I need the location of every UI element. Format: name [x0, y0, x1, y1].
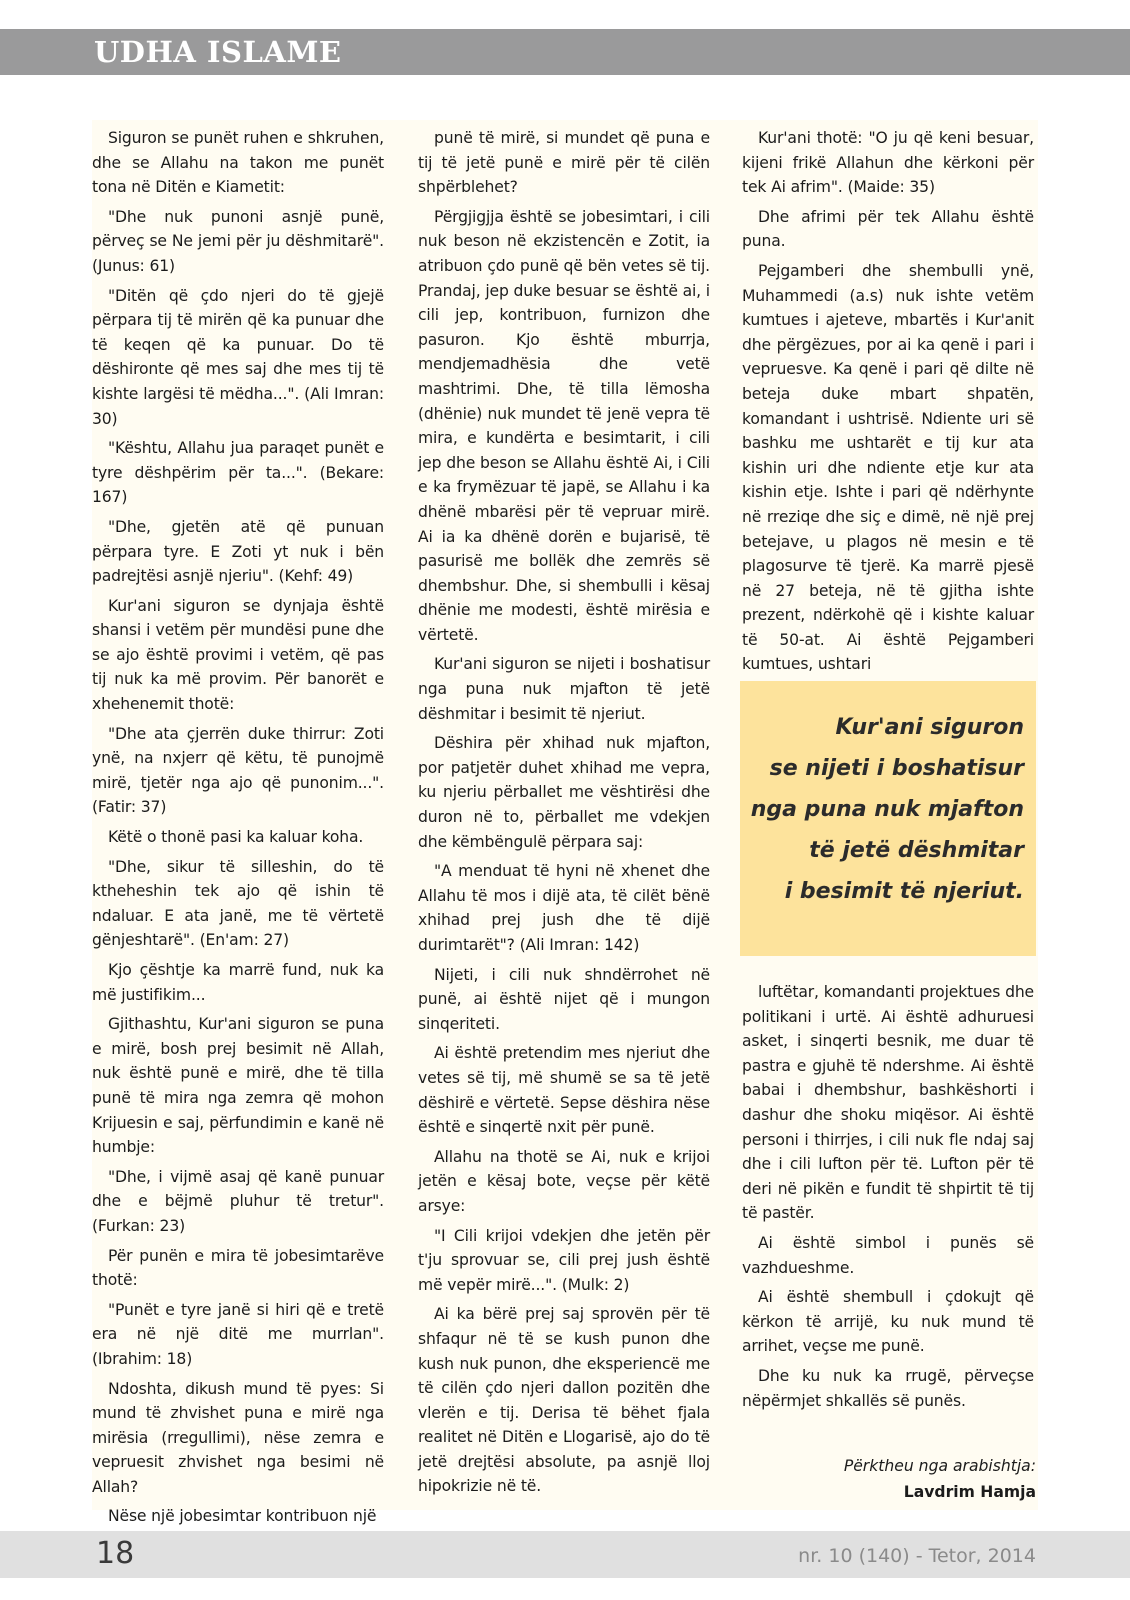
paragraph: Kur'ani siguron se nijeti i boshatisur nga puna nuk mjafton të jetë dëshmitar i besimit të njeriut.	[418, 655, 710, 723]
paragraph: Ai është shembull i çdokujt që kërkon të arrijë, ku nuk mund të arrihet, veçse me punë.	[742, 1288, 1034, 1356]
paragraph: "Punët e tyre janë si hiri që e tretë era në një ditë me murrlan". (Ibrahim: 18)	[92, 1300, 384, 1368]
paragraph: Dhe afrimi për tek Allahu është puna.	[742, 207, 1034, 251]
footer-bar	[0, 1531, 1130, 1578]
paragraph: Kjo çështje ka marrë fund, nuk ka më justifikim...	[92, 961, 384, 1004]
header-bar	[0, 29, 1130, 75]
issue-info: nr. 10 (140) - Tetor, 2014	[798, 1545, 1036, 1567]
paragraph: Ai ka bërë prej saj sprovën për të shfaqur në të se kush punon dhe kush nuk punon, dhe eksperiencë me të cilën çdo njeri dallon pozitën dhe vlerën e tij. Derisa të bëhet fjala realitet në Ditën e Llogarisë, ajo do të jetë drejtësi absolute, pa asnjë lloj hipokrizie në të.	[418, 1305, 710, 1496]
author-name: Lavdrim Hamja	[903, 1483, 1036, 1501]
translator-label: Përktheu nga arabishtja:	[843, 1457, 1036, 1475]
pull-quote-box	[740, 681, 1036, 956]
article-column-2	[418, 126, 710, 1504]
paragraph: "Kështu, Allahu jua paraqet punët e tyre dëshpërim për ta...". (Bekare: 167)	[92, 439, 384, 507]
article-column-3-bottom	[742, 980, 1034, 1418]
article-column-1	[92, 126, 384, 1534]
article-column-3-top	[742, 126, 1034, 682]
paragraph: Ai është simbol i punës së vazhdueshme.	[742, 1233, 1034, 1277]
paragraph: Gjithashtu, Kur'ani siguron se puna e mirë, bosh prej besimit në Allah, nuk është punë e mirë, dhe të tilla punë të mira nga zemra që mohon Krijuesin e saj, përfundimin e kanë në humbje:	[92, 1015, 384, 1157]
paragraph: Pejgamberi dhe shembulli ynë, Muhammedi (a.s) nuk ishte vetëm kumtues i ajeteve, mbartës i Kur'anit dhe përgëzues, por ai ka qenë i pari i vepruesve. Ka qenë i pari që dilte në beteja duke mbart shpatën, komandant i ushtrisë. Ndiente uri së bashku me ushtarët e tij kur ata kishin uri dhe ndiente etje kur ata kishin etje. Ishte i pari që ndërhynte në rreziqe dhe siç e dimë, në një prej betejave, u plagos në mesin e të plagosurve të tjerë. Ka marrë pjesë në 27 beteja, në të gjitha ishte prezent, ndërkohë që i kishte kaluar të 50-at. Ai është Pejgamberi kumtues, ushtari	[742, 261, 1034, 674]
paragraph: "I Cili krijoi vdekjen dhe jetën për t'ju sprovuar se, cili prej jush është më vepër mirë...". (Mulk: 2)	[418, 1226, 710, 1294]
paragraph: Kur'ani siguron se dynjaja është shansi i vetëm për mundësi pune dhe se ajo është provimi i vetëm, që pas tij nuk ka më provim. Për banorët e xhehenemit thotë:	[92, 596, 384, 714]
paragraph: Përgjigjja është se jobesimtari, i cili nuk beson në ekzistencën e Zotit, ia atribuon çdo punë që bën vetes së tij. Prandaj, jep duke besuar se është ai, i cili jep, kontribuon, furnizon dhe pasuron. Kjo është mburrja, mendjemadhësia dhe vetë mashtrimi. Dhe, të tilla lëmosha (dhënie) nuk mundet të jenë vepra të mira, e kundërta e besimtarit, i cili jep dhe beson se Allahu është Ai, i Cili e ka frymëzuar të japë, se Allahu i ka dhënë mbarësi për të vepruar mirë. Ai ia ka dhënë dorën e bujarisë, të pasurisë me bollëk dhe zemrës së dhembshur. Dhe, si shembulli i kësaj dhënie me modesti, është mirësia e vërtetë.	[418, 207, 710, 644]
paragraph: Allahu na thotë se Ai, nuk e krijoi jetën e kësaj bote, veçse për këtë arsye:	[418, 1147, 710, 1215]
paragraph: "Dhe, gjetën atë që punuan përpara tyre. E Zoti yt nuk i bën padrejtësi asnjë njeriu". (Kehf: 49)	[92, 517, 384, 586]
paragraph: Dëshira për xhihad nuk mjafton, por patjetër duhet xhihad me vepra, ku njeriu përballet me vështirësi dhe duron në to, përballet me vdekjen dhe këmbëngulë përpara saj:	[418, 734, 710, 851]
paragraph: Dhe ku nuk ka rrugë, përveçse nëpërmjet shkallës së punës.	[742, 1366, 1034, 1410]
paragraph: "Dhe ata çjerrën duke thirrur: Zoti ynë, na nxjerr që këtu, të punojmë mirë, tjetër nga ajo që punonim...". (Fatir: 37)	[92, 724, 384, 817]
page-number: 18	[96, 1536, 135, 1571]
paragraph: Kur'ani thotë: "O ju që keni besuar, kijeni frikë Allahun dhe kërkoni për tek Ai afrim". (Maide: 35)	[742, 129, 1034, 197]
paragraph: Siguron se punët ruhen e shkruhen, dhe se Allahu na takon me punët tona në Ditën e Kiametit:	[92, 129, 384, 197]
paragraph: "Dhe, i vijmë asaj që kanë punuar dhe e bëjmë pluhur të tretur". (Furkan: 23)	[92, 1167, 384, 1235]
paragraph: luftëtar, komandanti projektues dhe politikani i urtë. Ai është adhuruesi asket, i sinqerti besnik, me duar të pastra e gjuhë të ndershme. Ai është babai i dhembshur, bashkëshorti i dashur dhe shoku miqësor. Ai është personi i thirrjes, i cili nuk fle ndaj saj dhe i cili lufton për të. Lufton për të deri në pikën e fundit të shpirtit të tij të pastër.	[742, 983, 1034, 1223]
paragraph: punë të mirë, si mundet që puna e tij të jetë punë e mirë për të cilën shpërblehet?	[418, 129, 710, 197]
paragraph: Ndoshta, dikush mund të pyes: Si mund të zhvishet puna e mirë nga mirësia (rregullimi), nëse zemra e vepruesit zhvishet nga besimi në Allah?	[92, 1379, 384, 1496]
paragraph: Ai është pretendim mes njeriut dhe vetes së tij, më shumë se sa të jetë dëshirë e vërtetë. Sepse dëshira nëse është e sinqertë nxit për punë.	[418, 1044, 710, 1137]
paragraph: "Ditën që çdo njeri do të gjejë përpara tij të mirën që ka punuar dhe të keqen që ka punuar. Do të dëshironte që mes saj dhe mes tij të kishte largësi të mëdha...". (Ali Imran: 30)	[92, 286, 384, 428]
paragraph: Këtë o thonë pasi ka kaluar koha.	[108, 828, 364, 847]
magazine-title: UDHA ISLAME	[94, 35, 342, 69]
paragraph: Nijeti, i cili nuk shndërrohet në punë, ai është nijet që i mungon sinqeriteti.	[418, 965, 710, 1033]
paragraph: "A menduat të hyni në xhenet dhe Allahu të mos i dijë ata, të cilët bënë xhihad prej jush dhe të dijë durimtarët"? (Ali Imran: 142)	[418, 862, 710, 954]
paragraph: Nëse një jobesimtar kontribuon një	[108, 1507, 377, 1526]
paragraph: "Dhe nuk punoni asnjë punë, përveç se Ne jemi për ju dëshmitarë". (Junus: 61)	[92, 207, 384, 275]
pull-quote-text: Kur'ani siguron se nijeti i boshatisur nga puna nuk mjafton të jetë dëshmitar i besimit të njeriut.	[750, 715, 1024, 904]
paragraph: "Dhe, sikur të silleshin, do të ktheheshin tek ajo që ishin të ndaluar. E ata janë, me të vërtetë gënjeshtarë". (En'am: 27)	[92, 857, 384, 950]
paragraph: Për punën e mira të jobesimtarëve thotë:	[92, 1246, 384, 1290]
